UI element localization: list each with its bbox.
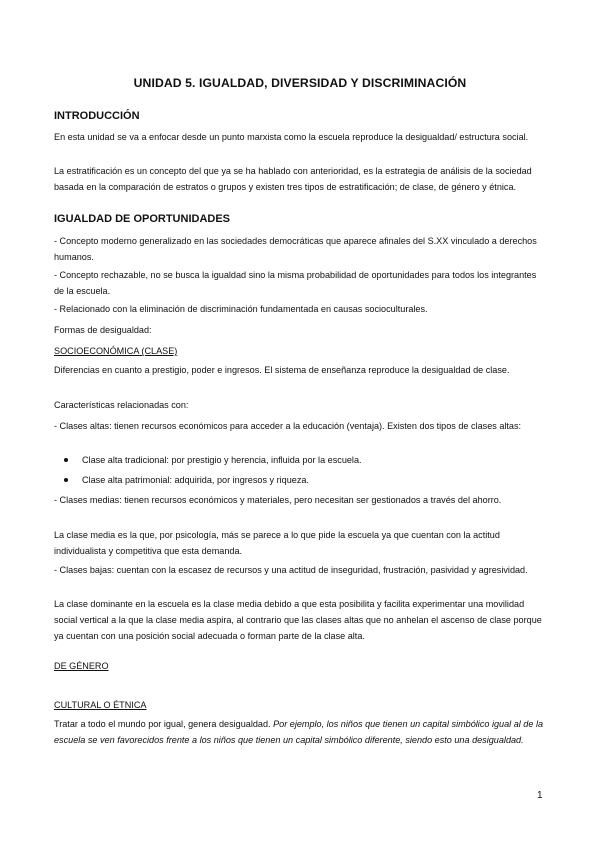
heading-cultural: CULTURAL O ÉTNICA [54,700,147,710]
list-item-text: Clase alta patrimonial: adquirida, por ingresos y riqueza. [82,475,309,485]
formas-label: Formas de desigualdad: [54,325,152,335]
list-item [64,472,309,488]
socio-paragraph: Diferencias en cuanto a prestigio, poder e ingresos. El sistema de enseñanza reproduce la desigualdad de clase. [54,365,510,375]
intro-paragraph-2: La estratificación es un concepto del que ya se ha hablado con anterioridad, es la estrategia de análisis de la sociedad basada en la comparación de estratos o grupos y existen tres tipos de estratificación; de clase, de género y étnica. [54,166,532,192]
list-item [64,452,362,468]
igualdad-paragraph-1: - Concepto moderno generalizado en las sociedades democráticas que aparece afinales del S.XX vinculado a derechos humanos. [54,236,537,262]
heading-genero: DE GÉNERO [54,661,109,671]
clases-medias-paragraph: - Clases medias: tienen recursos económicos y materiales, pero necesitan ser gestionados a través del ahorro. [54,495,502,505]
page-title: UNIDAD 5. IGUALDAD, DIVERSIDAD Y DISCRIMINACIÓN [133,76,467,90]
clase-media-paragraph: La clase media es la que, por psicología, más se parece a lo que pide la escuela ya que cuentan con la actitud individualista y competitiva que esta demanda. [54,530,500,556]
heading-introduccion: INTRODUCCIÓN [54,110,140,122]
cultural-text: Tratar a todo el mundo por igual, genera desigualdad. [54,719,274,729]
igualdad-paragraph-2: - Concepto rechazable, no se busca la igualdad sino la misma probabilidad de oportunidades para todos los integrantes de la escuela. [54,270,537,296]
list-item-text: Clase alta tradicional: por prestigio y herencia, influida por la escuela. [82,455,362,465]
bullet-icon [64,478,68,482]
clases-altas-paragraph: - Clases altas: tienen recursos económicos para acceder a la educación (ventaja). Existen dos tipos de clases altas: [54,421,522,431]
intro-paragraph-1: En esta unidad se va a enfocar desde un punto marxista como la escuela reproduce la desigualdad/ estructura social. [54,132,529,142]
clases-bajas-paragraph: - Clases bajas: cuentan con la escasez de recursos y una actitud de inseguridad, frustración, pasividad y agresividad. [54,565,528,575]
caracteristicas-label: Características relacionadas con: [54,400,189,410]
cultural-example: Por ejemplo, los niños que tienen un capital simbólico igual al de la escuela se ven favorecidos frente a los niños que tienen un capital simbólico diferente, siendo esto una desigualdad. [54,719,544,745]
cultural-paragraph [54,716,546,748]
heading-socioeconomica: SOCIOECONÓMICA (CLASE) [54,346,178,356]
heading-igualdad: IGUALDAD DE OPORTUNIDADES [54,213,231,225]
page-number: 1 [537,790,543,801]
bullet-icon [64,458,68,462]
igualdad-paragraph-3: - Relacionado con la eliminación de discriminación fundamentada en causas socioculturales. [54,304,428,314]
clase-dominante-paragraph: La clase dominante en la escuela es la clase media debido a que esta posibilita y facilita experimentar una movilidad social vertical a la que la clase media aspira, al contrario que las clases altas que no anhelan el ascenso de clase porque ya cuentan con una posición social adecuada o forman parte de la clase alta. [54,599,542,641]
